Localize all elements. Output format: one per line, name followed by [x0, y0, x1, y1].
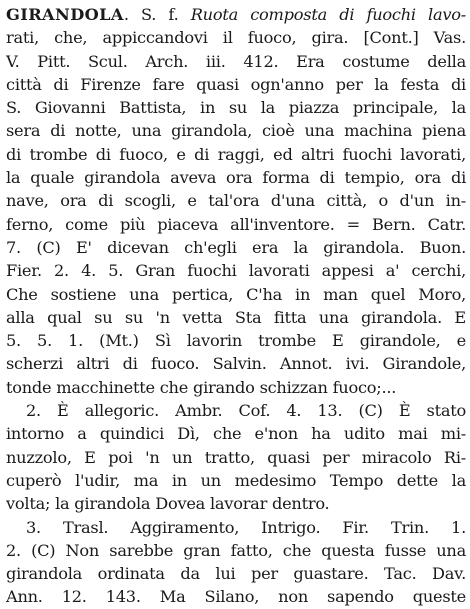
entry-line: sera di notte, una girandola, cioè una machina piena: [6, 121, 466, 141]
entry-line: nave, ora di scogli, e tal'ora d'una città, o d'un in-: [6, 191, 466, 211]
entry-line: intorno a quindici Dì, che e'non ha udito mai mi-: [6, 424, 466, 444]
entry-line: tonde macchinette che girando schizzan fuoco;...: [6, 377, 397, 397]
entry-line: Che sostiene una pertica, C'ha in man quel Moro,: [6, 284, 466, 304]
entry-line: città di Firenze fare quasi ogn'anno per la festa di: [6, 74, 466, 94]
entry-line: 7. (C) E' dicevan ch'egli era la girandola. Buon.: [6, 237, 466, 257]
entry-line: nuzzolo, E poi 'n un tratto, quasi per miracolo Ri-: [6, 447, 466, 467]
entry-line: di trombe di fuoco, e di raggi, ed altri fuochi lavorati,: [6, 144, 466, 164]
entry-line: Fier. 2. 4. 5. Gran fuochi lavorati appesi a' cerchi,: [6, 261, 466, 281]
entry-line: S. Giovanni Battista, in su la piazza principale, la: [6, 98, 466, 118]
entry-line: rati, che, appiccandovi il fuoco, gira. [Cont.] Vas.: [6, 28, 466, 48]
entry-line: la quale girandola aveva ora forma di tempio, ora di: [6, 168, 466, 188]
entry-line-1: GIRANDOLA. S. f. Ruota composta di fuochi lavo-: [6, 5, 466, 24]
entry-line: Ann. 12. 143. Ma Silano, non sapendo queste: [6, 587, 466, 607]
entry-sense-3: 3. Trasl. Aggiramento, Intrigo. Fir. Trin. 1.: [26, 517, 466, 537]
entry-line: girandola ordinata da lui per guastare. Tac. Dav.: [6, 564, 466, 584]
entry-line: scherzi altri di fuoco. Salvin. Annot. ivi. Girandole,: [6, 354, 466, 374]
entry-line: V. Pitt. Scul. Arch. iii. 412. Era costume della: [6, 51, 466, 71]
entry-headword: GIRANDOLA: [6, 5, 124, 24]
entry-sense-2: 2. È allegoric. Ambr. Cof. 4. 13. (C) È stato: [26, 401, 466, 421]
entry-line: cuperò l'udir, ma in un medesimo Tempo dette la: [6, 470, 466, 490]
entry-line: 5. 5. 1. (Mt.) Sì lavorin trombe E girandole, e: [6, 331, 466, 351]
dictionary-entry: [6, 3, 466, 609]
entry-line: ferno, come più piaceva all'inventore. = Bern. Catr.: [6, 214, 466, 234]
entry-line: volta; la girandola Dovea lavorar dentro.: [6, 494, 330, 514]
entry-line: 2. (C) Non sarebbe gran fatto, che questa fusse una: [6, 540, 466, 560]
entry-line: alla qual su su 'n vetta Sta fitta una girandola. E: [6, 307, 466, 327]
